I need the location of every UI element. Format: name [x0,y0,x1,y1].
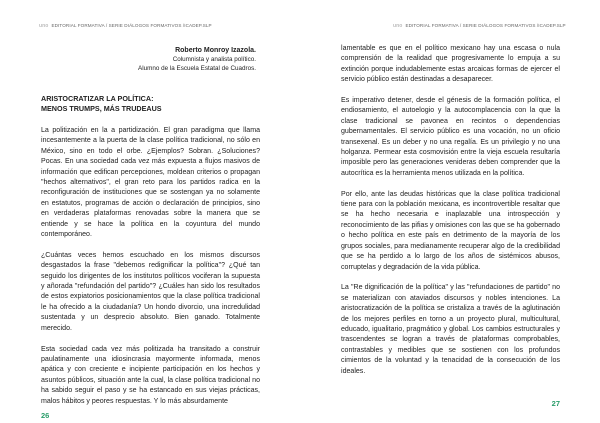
page-content [41,126,260,420]
paragraph: Por ello, ante las deudas históricas que la clase política tradicional tiene para con la población mexicana, es incontrovertible resaltar que se ha hecho necesaria e inaplazable una introspección y reconocimiento de las pifias y omisiones con las que se ha gobernado o hecho política en este país en detrimento de la mayoría de los grupos sociales, para medianamente recuperar algo de la credibilidad que se ha perdido a lo largo de los años de sistémicos abusos, corruptelas y degradación de la vida pública. [341,190,560,271]
body-text [41,126,260,411]
author-name: Roberto Monroy Izazola. [175,47,256,54]
paragraph: Esta sociedad cada vez más politizada ha transitado a construir paulatinamente una idiosincrasia mayormente informada, menos apática y con creciente e incipiente participación en los hechos y asuntos públicos, situación ante la cual, la clase política tradicional no ha sabido seguir el paso y se ha estancado en sus viejas prácticas, malos hábitos y peores respuestas. Y lo más absurdamente [41,345,260,405]
paragraph: La politización en la a partidización. El gran paradigma que llama incesantemente a la puerta de la clase política tradicional, no sólo en México, sino en todo el orbe. ¿Ejemplos? Sobran. ¿Soluciones? Pocas. En una sociedad cada vez más expuesta a flujos masivos de información que edifican percepciones, moldean criterios o propagan "hechos alternativos", el gran reto para los partidos radica en la reconfiguración de instituciones que se sostengan ya no solamente en estatutos, programas de acción o declaración de principios, sino en verdaderas plataformas renovadas sobre la manera que se entiende y se hace la política en la coyuntura del mundo contemporáneo. [41,127,260,239]
page-content [341,44,560,409]
header-text: EDITORIAL FORMATIVA / SERIE DIÁLOGOS FORMATIVOS /ICADEP.SLP [405,23,566,28]
paragraph: ¿Cuántas veces hemos escuchado en los mismos discursos desgastados la frase "debemos redignificar la política"? ¿Qué tan seguido los dirigentes de los institutos políticos vociferan la supuesta y añorada "refundación del partido"? ¿Cuáles han sido los resultados de estos expiatorios posicionamientos que la clase política tradicional le ha ofrecido a la ciudadanía? Un hondo divorcio, una incredulidad sustentada y un desprecio absoluto. Bien ganado. Totalmente merecido. [41,251,260,332]
running-header [39,23,212,29]
paragraph: Es imperativo detener, desde el génesis de la formación política, el endiosamiento, el autoelogio y la autocomplacencia con la que la clase tradicional se pavonea en recintos o dependencias gubernamentales. El servicio público es una vocación, no un oficio transexenal. Es un deber y no una regalía. Es un privilegio y no una holganza. Permear esta cosmovisión entre la vieja escuela resultaría imposible pero las generaciones venideras deben comprender que la autocrítica es la herramienta menos utilizada en la política. [341,97,560,177]
page-number: 27 [551,399,560,408]
header-text: EDITORIAL FORMATIVA / SERIE DIÁLOGOS FORMATIVOS /ICADEP.SLP [51,23,212,28]
author-affiliation: Alumno de la Escuela Estatal de Cuadros. [138,65,256,72]
author-role: Columnista y analista político. [172,56,256,63]
page-number: 26 [41,410,50,420]
paragraph: lamentable es que en el político mexicano hay una escasa o nula comprensión de la realidad que progresivamente lo empuja a su extinción porque indudablemente estas arcaicas formas de ejercer el servicio público están destinadas a desaparecer. [341,45,560,84]
article-title [41,94,162,113]
title-line-1: ARISTOCRATIZAR LA POLÍTICA: [41,94,154,103]
body-text [341,44,560,381]
publisher-logo: uno [393,23,403,29]
running-header [393,23,566,29]
title-line-2: MENOS TRUMPS, MÁS TRUDEAUS [41,103,162,113]
publisher-logo: uno [39,23,49,29]
author-block [138,46,256,73]
paragraph: La "Re dignificación de la política" y las "refundaciones de partido" no se materializan con ataviados discursos y nobles intenciones. La aristocratización de la política se cristaliza a través de la aglutinación de los mejores perfiles en torno a un proyecto plural, multicultural, educado, igualitario, pragmático y global. Los cambios estructurales y trascendentes se logran a través de plataformas comprobables, contrastables y medibles que se sostienen con los profundos cimientos de la voluntad y la tenacidad de la consecución de los ideales. [341,284,560,375]
right-page [300,0,600,423]
